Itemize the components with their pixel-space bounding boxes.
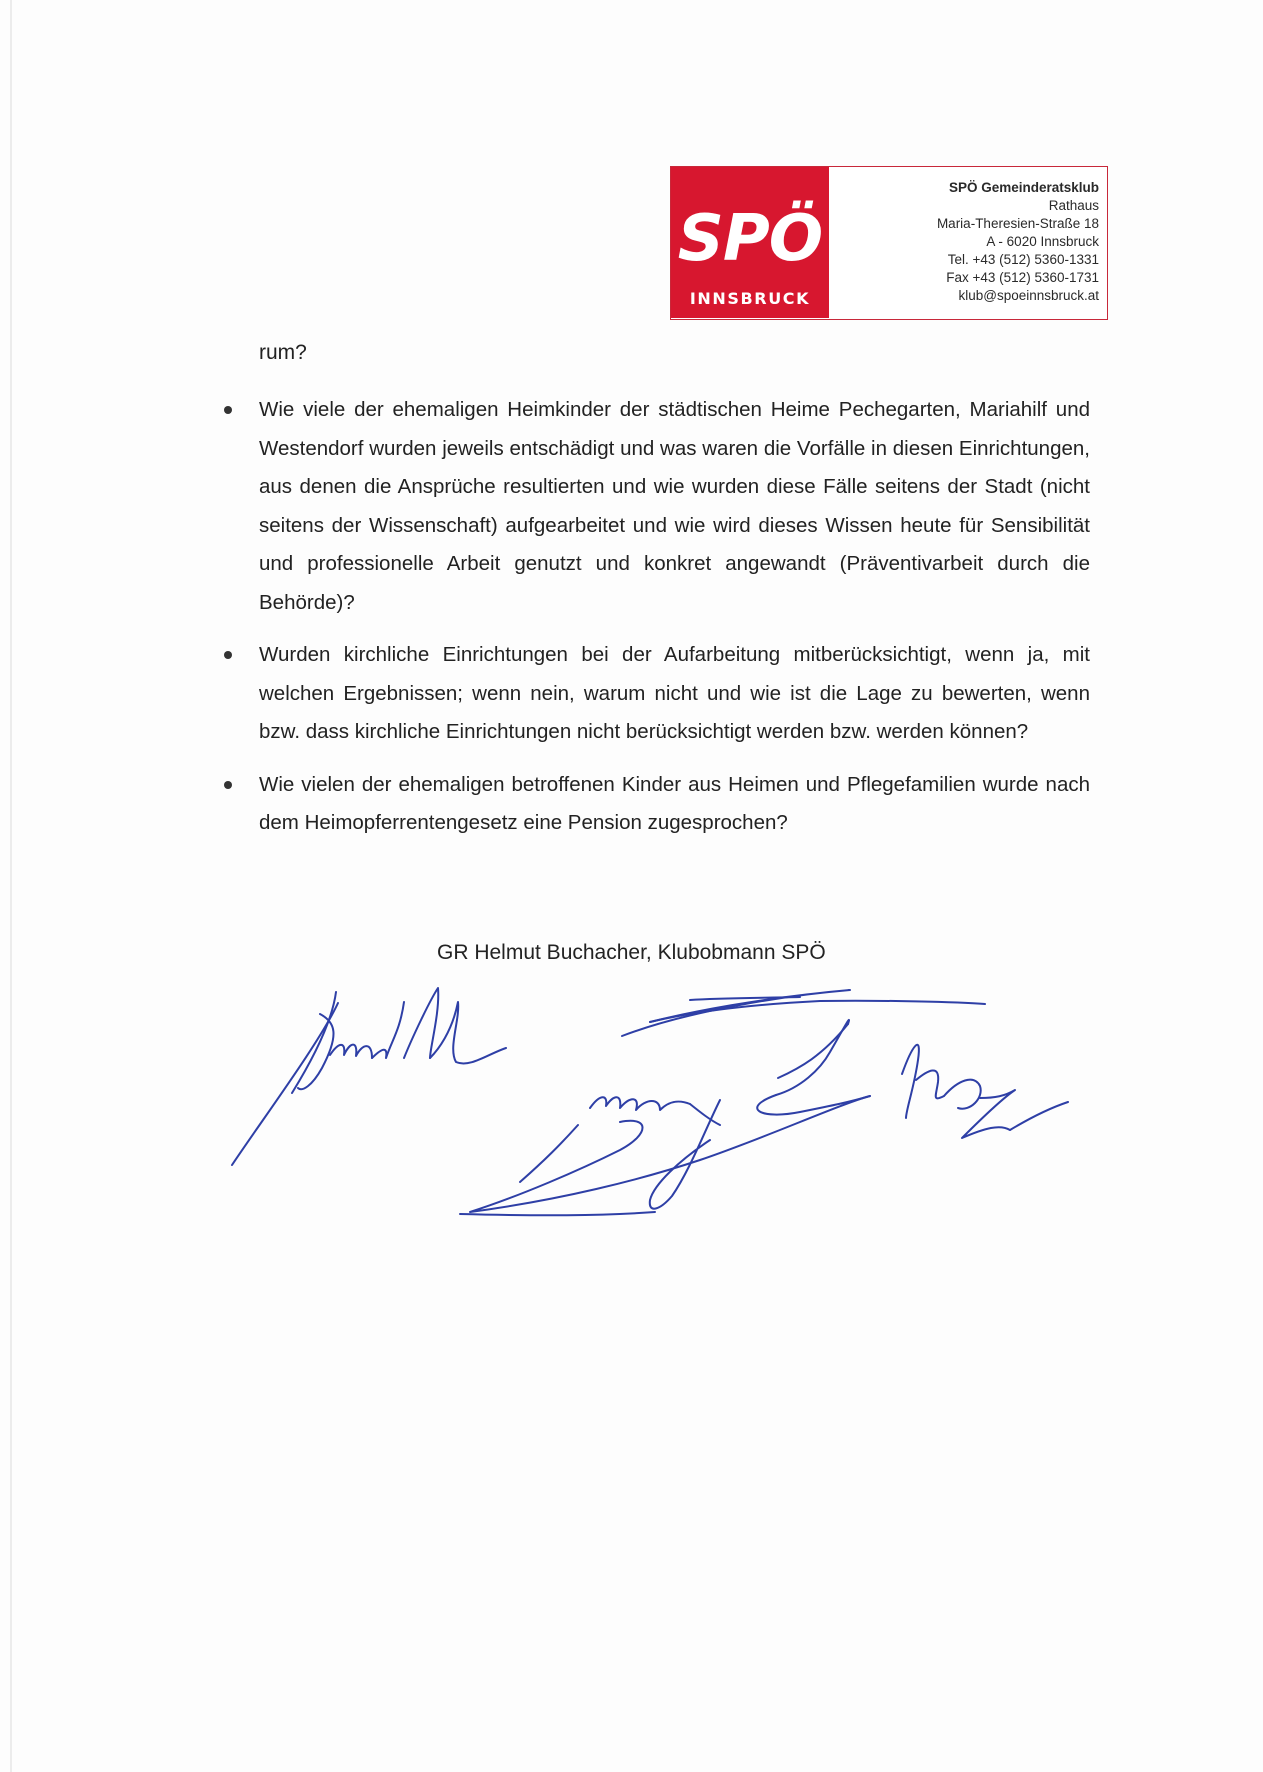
club-name: SPÖ Gemeinderatsklub [948, 180, 1099, 195]
signature-left [232, 988, 506, 1165]
letterhead [670, 166, 1108, 320]
club-address [937, 179, 1099, 305]
address-line: klub@spoeinnsbruck.at [958, 288, 1099, 303]
address-line: A - 6020 Innsbruck [986, 234, 1099, 249]
question-item [224, 636, 1090, 752]
bullet-icon [224, 651, 232, 659]
address-line: Tel. +43 (512) 5360-1331 [947, 252, 1099, 267]
address-line: Rathaus [1048, 198, 1099, 213]
signatory-line: GR Helmut Buchacher, Klubobmann SPÖ [437, 941, 826, 964]
bullet-icon [224, 406, 232, 414]
party-logo [671, 167, 829, 318]
question-item [224, 391, 1090, 622]
signature-center [460, 990, 985, 1215]
lead-fragment: rum? [259, 341, 307, 364]
address-line: Maria-Theresien-Straße 18 [936, 216, 1099, 231]
logo-wordmark: SPÖ [677, 202, 823, 276]
bullet-icon [224, 781, 232, 789]
question-text: Wurden kirchliche Einrichtungen bei der Aufarbeitung mitberücksichtigt, wenn ja, mit welchen Ergebnissen; wenn nein, warum nicht und wie ist die Lage zu bewerten, wenn bzw. dass kirchliche Einrichtungen nicht berücksichtigt werden bzw. werden können? [259, 643, 1090, 743]
address-line: Fax +43 (512) 5360-1731 [946, 270, 1099, 285]
question-list [224, 391, 1090, 843]
question-text: Wie vielen der ehemaligen betroffenen Kinder aus Heimen und Pflegefamilien wurde nach dem Heimopferrentengesetz eine Pension zugesprochen? [259, 772, 1090, 834]
scan-edge [10, 0, 12, 1772]
signature-right [902, 1045, 1068, 1138]
logo-city: INNSBRUCK [689, 289, 811, 308]
question-text: Wie viele der ehemaligen Heimkinder der städtischen Heime Pechegarten, Mariahilf und Westendorf wurden jeweils entschädigt und was waren die Vorfälle in diesen Einrichtungen, aus denen die Ansprüche resultierten und wie wurden diese Fälle seitens der Stadt (nicht seitens der Wissenschaft) aufgearbeitet und wie wird dieses Wissen heute für Sensibilität und professionelle Arbeit genutzt und konkret angewandt (Präventivarbeit durch die Behörde)? [259, 398, 1090, 614]
question-item [224, 766, 1090, 843]
